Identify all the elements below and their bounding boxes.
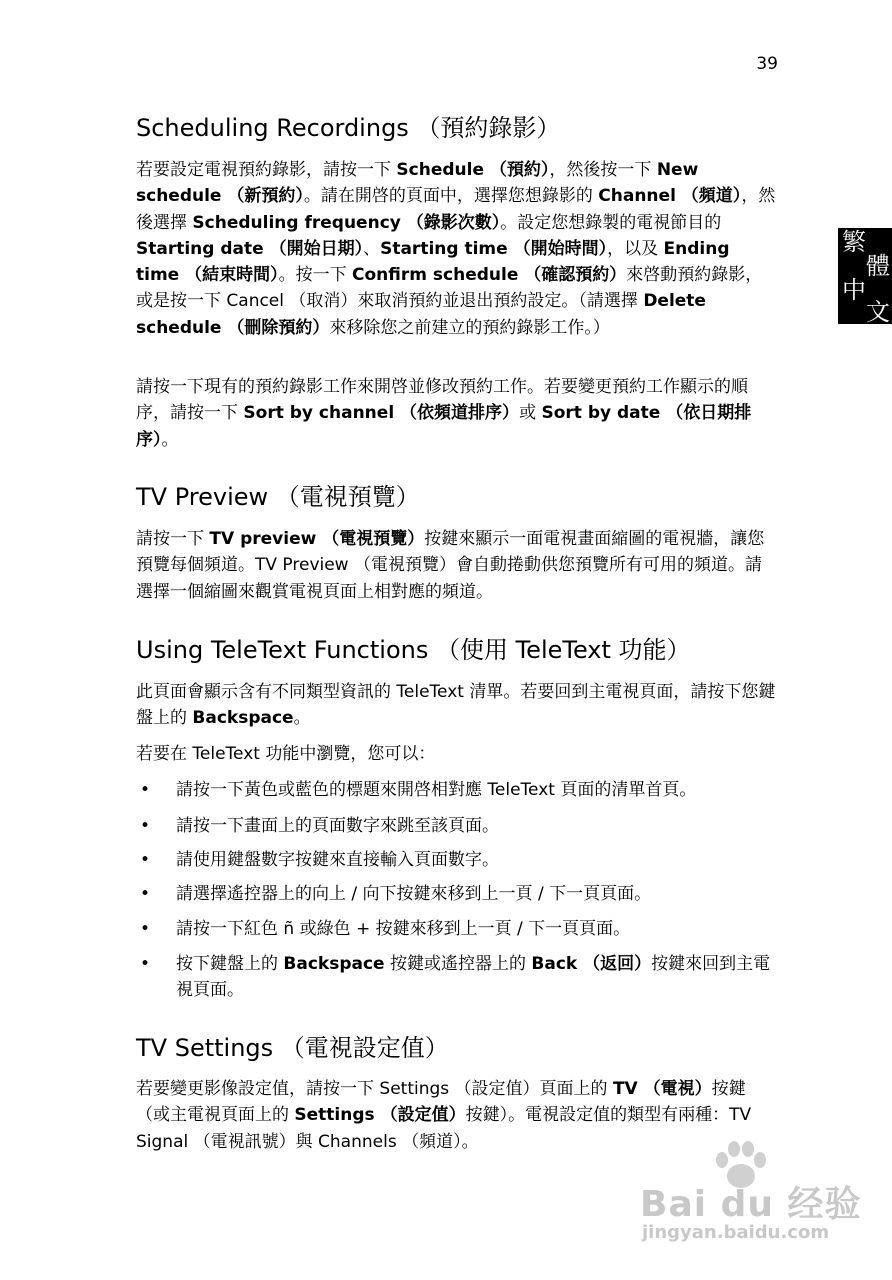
- bullet-icon: •: [140, 850, 151, 870]
- bold-run: Ending time （結束時間）: [136, 238, 730, 286]
- text-run: 請選擇遙控器上的向上 / 向下按鍵來移到上一頁 / 下一頁頁面。: [176, 884, 652, 904]
- text-run: 請按一下畫面上的頁面數字來跳至該頁面。: [176, 816, 499, 836]
- language-side-tab: [838, 228, 892, 324]
- text-run: 請使用鍵盤數字按鍵來直接輸入頁面數字。: [176, 850, 499, 870]
- text-run: 。按一下: [278, 265, 353, 286]
- bullet-icon: •: [140, 884, 151, 904]
- text-run: 按鍵來顯示一面電視畫面縮圖的電視牆，讓您預覽每個頻道。TV Preview （電視預覽）會自動捲動供您預覽所有可用的頻道。請選擇一個縮圖來觀賞電視頁面上相對應的頻道。: [136, 529, 765, 602]
- watermark-url: jingyan.baidu.com: [642, 1222, 830, 1243]
- paragraph: [136, 679, 776, 732]
- list-item-text: [176, 777, 776, 803]
- text-run: ，然後按一下: [549, 160, 657, 180]
- section-title-teletext: Using TeleText Functions （使用 TeleText 功能）: [136, 636, 691, 664]
- paragraph: [136, 741, 776, 767]
- text-run: 請按一下紅色 ñ 或綠色 + 按鍵來移到上一頁 / 下一頁頁面。: [176, 919, 631, 939]
- bold-run: Channel （頻道）: [598, 186, 742, 207]
- bold-run: Sort by date （依日期排序）: [136, 403, 752, 450]
- baidu-jingyan-watermark: [640, 1140, 862, 1260]
- bullet-icon: •: [140, 816, 151, 836]
- list-item-text: [176, 916, 776, 942]
- text-run: 按下鍵盤上的: [176, 954, 284, 974]
- text-run: 或: [519, 403, 542, 424]
- side-tab-char: 繁: [842, 228, 866, 256]
- bold-run: Schedule （預約）: [396, 160, 550, 180]
- text-run: 來啓動預約錄影，或是按一下 Cancel （取消）來取消預約並退出預約設定。（請選擇: [136, 265, 763, 312]
- watermark-brand: Bai du 经验: [640, 1184, 862, 1225]
- side-tab-char: 中: [842, 276, 866, 304]
- bold-run: Confirm schedule （確認預約）: [352, 265, 627, 286]
- text-run: 若要在 TeleText 功能中瀏覽，您可以：: [136, 744, 436, 764]
- bold-run: Starting time （開始時間）: [380, 238, 608, 259]
- text-run: 請按一下現有的預約錄影工作來開啓並修改預約工作。若要變更預約工作顯示的順序，請按一下: [136, 377, 748, 424]
- paragraph: [136, 374, 776, 453]
- text-run: 此頁面會顯示含有不同類型資訊的 TeleText 清單。若要回到主電視頁面，請按下您鍵盤上的: [136, 682, 776, 729]
- bold-run: Back （返回）: [531, 954, 652, 974]
- paragraph: [136, 157, 776, 341]
- text-run: 。: [161, 429, 179, 450]
- bullet-icon: •: [140, 954, 151, 974]
- text-run: 。設定您想錄製的電視節目的: [500, 212, 722, 233]
- list-item-text: [176, 813, 776, 839]
- text-run: 按鍵來回到主電視頁面。: [176, 954, 771, 1001]
- list-item-text: [176, 951, 776, 1004]
- side-tab-char: 體: [866, 252, 890, 280]
- section-title-tv-preview: TV Preview （電視預覽）: [136, 483, 420, 511]
- list-item-text: [176, 847, 776, 873]
- text-run: 若要設定電視預約錄影，請按一下: [136, 160, 397, 180]
- bold-run: Sort by channel （依頻道排序）: [243, 403, 520, 424]
- bold-run: Backspace: [283, 954, 385, 974]
- text-run: ，然後選擇: [136, 186, 776, 233]
- side-tab-char: 文: [866, 298, 890, 326]
- text-run: 。: [293, 708, 311, 729]
- text-run: 請按一下黃色或藍色的標題來開啓相對應 TeleText 頁面的清單首頁。: [176, 780, 697, 800]
- bullet-icon: •: [140, 780, 151, 800]
- paragraph: [136, 526, 776, 605]
- bold-run: Settings （設定值）: [294, 1105, 466, 1126]
- bold-run: Delete schedule （刪除預約）: [136, 291, 706, 338]
- text-run: 。請在開啓的頁面中，選擇您想錄影的: [303, 186, 599, 207]
- bold-run: TV preview （電視預覽）: [209, 529, 425, 549]
- text-run: 按鍵或遙控器上的: [384, 954, 532, 974]
- text-run: 若要變更影像設定值，請按一下 Settings （設定值）頁面上的: [136, 1079, 613, 1099]
- section-title-scheduling: Scheduling Recordings （預約錄影）: [136, 114, 561, 142]
- bullet-icon: •: [140, 919, 151, 939]
- bold-run: New schedule （新預約）: [136, 160, 699, 207]
- page-number: 39: [756, 54, 778, 74]
- bold-run: Starting date （開始日期）: [136, 238, 364, 259]
- text-run: ，以及: [607, 238, 664, 259]
- bold-run: TV （電視）: [612, 1079, 712, 1099]
- text-run: 請按一下: [136, 529, 210, 549]
- text-run: 按鍵 （或主電視頁面上的: [136, 1079, 746, 1126]
- list-item-text: [176, 881, 776, 907]
- text-run: 來移除您之前建立的預約錄影工作。）: [329, 317, 610, 338]
- bold-run: Backspace: [192, 708, 294, 729]
- text-run: 按鍵）。電視設定值的類型有兩種：TV Signal （電視訊號）與 Channels （頻道）。: [136, 1105, 752, 1152]
- section-title-tv-settings: TV Settings （電視設定值）: [136, 1034, 449, 1062]
- text-run: 、: [363, 238, 381, 259]
- bold-run: Scheduling frequency （錄影次數）: [192, 212, 501, 233]
